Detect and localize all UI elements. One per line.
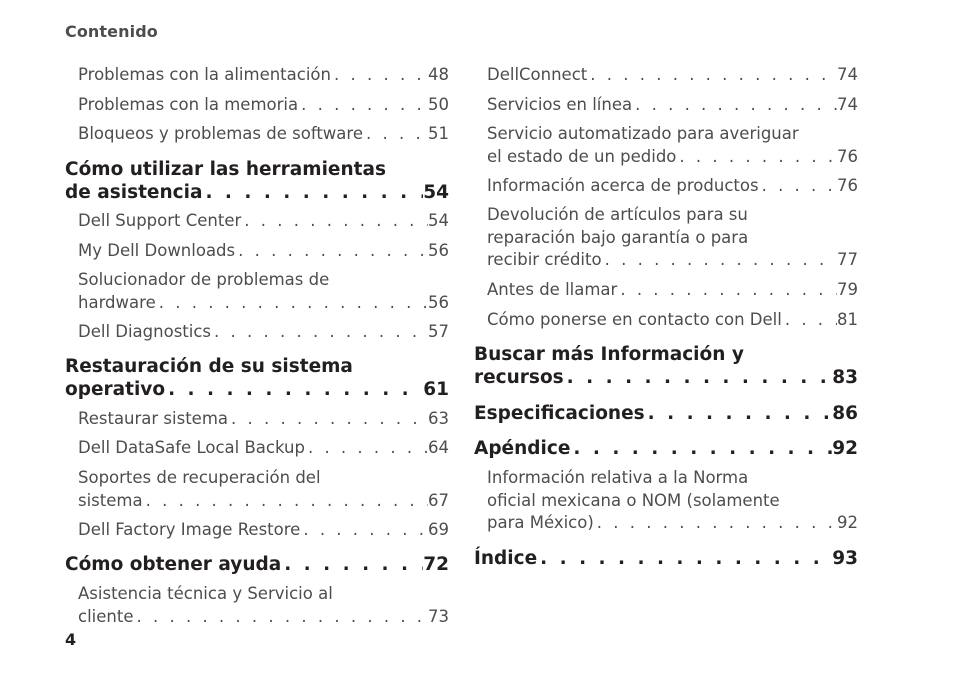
- toc-entry-informacion-productos[interactable]: [487, 175, 858, 198]
- toc-entry-title: Servicios en línea: [487, 95, 633, 114]
- running-header: Contenido: [65, 22, 158, 41]
- toc-entry-servicios-en-linea[interactable]: [487, 94, 858, 117]
- toc-entry-title: cliente: [78, 606, 134, 626]
- dot-leader: [537, 547, 832, 570]
- toc-entry-bloqueos-software[interactable]: [78, 123, 449, 146]
- toc-page-number: 54: [428, 211, 449, 230]
- toc-page-number: 63: [428, 409, 449, 428]
- toc-entry-title: Dell Factory Image Restore: [78, 520, 301, 539]
- toc-page-number: 74: [837, 95, 858, 114]
- toc-entry-asistencia-tecnica[interactable]: [78, 583, 449, 628]
- toc-entry-norma-oficial-mexicana[interactable]: [487, 467, 858, 535]
- dot-leader: [570, 437, 832, 460]
- toc-entry-title: Dell Diagnostics: [78, 322, 212, 341]
- toc-section-obtener-ayuda[interactable]: [65, 553, 449, 576]
- toc-entry-title: DellConnect: [487, 65, 588, 84]
- toc-entry-title: Cómo ponerse en contacto con Dell: [487, 310, 782, 329]
- dot-leader: [617, 279, 837, 302]
- toc-entry-contacto-dell[interactable]: [487, 309, 858, 332]
- toc-section-herramientas-asistencia[interactable]: [65, 158, 449, 204]
- toc-section-restauracion-sistema[interactable]: [65, 355, 449, 401]
- toc-entry-title: el estado de un pedido: [487, 146, 677, 166]
- toc-entry-title: Bloqueos y problemas de software: [78, 124, 363, 143]
- toc-entry-devolucion-articulos[interactable]: [487, 204, 858, 272]
- toc-entry-title: reparación bajo garantía o para: [487, 227, 749, 247]
- dot-leader: [211, 321, 428, 344]
- dot-leader: [602, 249, 837, 272]
- toc-page-number: 93: [832, 548, 858, 569]
- toc-page-number: 54: [423, 182, 449, 203]
- toc-entry-title: para México): [487, 513, 594, 532]
- toc-page-number: 51: [428, 124, 449, 143]
- toc-entry-my-dell-downloads[interactable]: [78, 240, 449, 263]
- dot-leader: [564, 366, 833, 389]
- toc-entry-problemas-memoria[interactable]: [78, 94, 449, 117]
- toc-entry-title: Dell Support Center: [78, 211, 242, 230]
- toc-page-number: 61: [423, 379, 449, 400]
- dot-leader: [594, 512, 837, 535]
- toc-entry-title: oficial mexicana o NOM (solamente: [487, 490, 780, 510]
- toc-entry-title: Información relativa a la Norma: [487, 468, 749, 487]
- toc-section-title: de asistencia: [65, 182, 203, 203]
- toc-page-number: 72: [423, 554, 449, 575]
- toc-entry-dell-support-center[interactable]: [78, 210, 449, 233]
- toc-entry-title: Problemas con la memoria: [78, 95, 299, 114]
- toc-entry-title: Asistencia técnica y Servicio al: [78, 584, 333, 603]
- toc-section-title: Especificaciones: [474, 403, 645, 424]
- toc-entry-problemas-alimentacion[interactable]: [78, 64, 449, 87]
- toc-section-indice[interactable]: [474, 547, 858, 570]
- toc-page-number: 69: [428, 520, 449, 539]
- toc-page-number: 83: [832, 367, 858, 388]
- toc-page-number: 92: [832, 438, 858, 459]
- toc-page-number: 76: [837, 176, 858, 195]
- toc-page-number: 56: [428, 292, 449, 312]
- toc-page-number: 86: [832, 403, 858, 424]
- toc-entry-title: Soportes de recuperación del: [78, 468, 321, 487]
- toc-entry-title: hardware: [78, 292, 156, 312]
- page-number: 4: [65, 630, 77, 649]
- dot-leader: [676, 146, 837, 169]
- toc-page-number: 64: [428, 438, 449, 457]
- toc-entry-title: Dell DataSafe Local Backup: [78, 438, 305, 457]
- toc-page-number: 67: [428, 490, 449, 510]
- dot-leader: [133, 606, 428, 629]
- toc-page-number: 50: [428, 95, 449, 114]
- toc-entry-title: Antes de llamar: [487, 280, 618, 299]
- toc-entry-title: Problemas con la alimentación: [78, 65, 331, 84]
- toc-page-number: 81: [837, 310, 858, 329]
- toc-page-number: 56: [428, 241, 449, 260]
- dot-leader: [305, 437, 428, 460]
- dot-leader: [156, 292, 428, 315]
- toc-entry-servicio-automatizado[interactable]: [487, 123, 858, 168]
- toc-entry-title: Servicio automatizado para averiguar: [487, 124, 799, 143]
- dot-leader: [331, 64, 428, 87]
- toc-entry-dellconnect[interactable]: [487, 64, 858, 87]
- dot-leader: [143, 490, 428, 513]
- toc-section-title: Cómo obtener ayuda: [65, 554, 282, 575]
- dot-leader: [228, 408, 428, 431]
- toc-entry-dell-datasafe[interactable]: [78, 437, 449, 460]
- dot-leader: [241, 210, 428, 233]
- dot-leader: [645, 402, 833, 425]
- toc-entry-restaurar-sistema[interactable]: [78, 408, 449, 431]
- toc-page-number: 76: [837, 146, 858, 166]
- dot-leader: [281, 553, 423, 576]
- toc-entry-title: Restaurar sistema: [78, 409, 229, 428]
- toc-section-title: Índice: [474, 548, 538, 569]
- toc-section-title: Buscar más Información y: [474, 344, 744, 365]
- toc-entry-title: Solucionador de problemas de: [78, 270, 330, 289]
- toc-page-number: 73: [428, 606, 449, 626]
- dot-leader: [165, 378, 423, 401]
- toc-page-number: 92: [837, 513, 858, 532]
- toc-entry-title: My Dell Downloads: [78, 241, 236, 260]
- toc-section-title: Restauración de su sistema: [65, 356, 353, 377]
- dot-leader: [300, 519, 428, 542]
- dot-leader: [632, 94, 837, 117]
- toc-page-number: 77: [837, 250, 858, 269]
- toc-page-number: 57: [428, 322, 449, 341]
- toc-page-number: 48: [428, 65, 449, 84]
- toc-section-especificaciones[interactable]: [474, 402, 858, 425]
- toc-entry-dell-factory-image-restore[interactable]: [78, 519, 449, 542]
- dot-leader: [202, 181, 423, 204]
- toc-entry-title: Devolución de artículos para su: [487, 205, 748, 224]
- toc-entry-title: recibir crédito: [487, 250, 602, 269]
- toc-section-apendice[interactable]: [474, 437, 858, 460]
- toc-entry-dell-diagnostics[interactable]: [78, 321, 449, 344]
- toc-entry-title: Información acerca de productos: [487, 176, 759, 195]
- toc-entry-title: sistema: [78, 490, 143, 510]
- dot-leader: [587, 64, 837, 87]
- dot-leader: [782, 309, 837, 332]
- toc-page-number: 79: [837, 280, 858, 299]
- toc-section-title: operativo: [65, 379, 166, 400]
- toc-section-title: Apéndice: [474, 438, 571, 459]
- dot-leader: [363, 123, 428, 146]
- dot-leader: [298, 94, 428, 117]
- dot-leader: [235, 240, 428, 263]
- toc-entry-solucionador-hardware[interactable]: [78, 269, 449, 314]
- toc-page-number: 74: [837, 65, 858, 84]
- toc-section-buscar-informacion[interactable]: [474, 343, 858, 389]
- toc-section-title: Cómo utilizar las herramientas: [65, 159, 386, 180]
- toc-entry-soportes-recuperacion[interactable]: [78, 467, 449, 512]
- dot-leader: [759, 175, 837, 198]
- toc-entry-antes-de-llamar[interactable]: [487, 279, 858, 302]
- toc-section-title: recursos: [474, 367, 564, 388]
